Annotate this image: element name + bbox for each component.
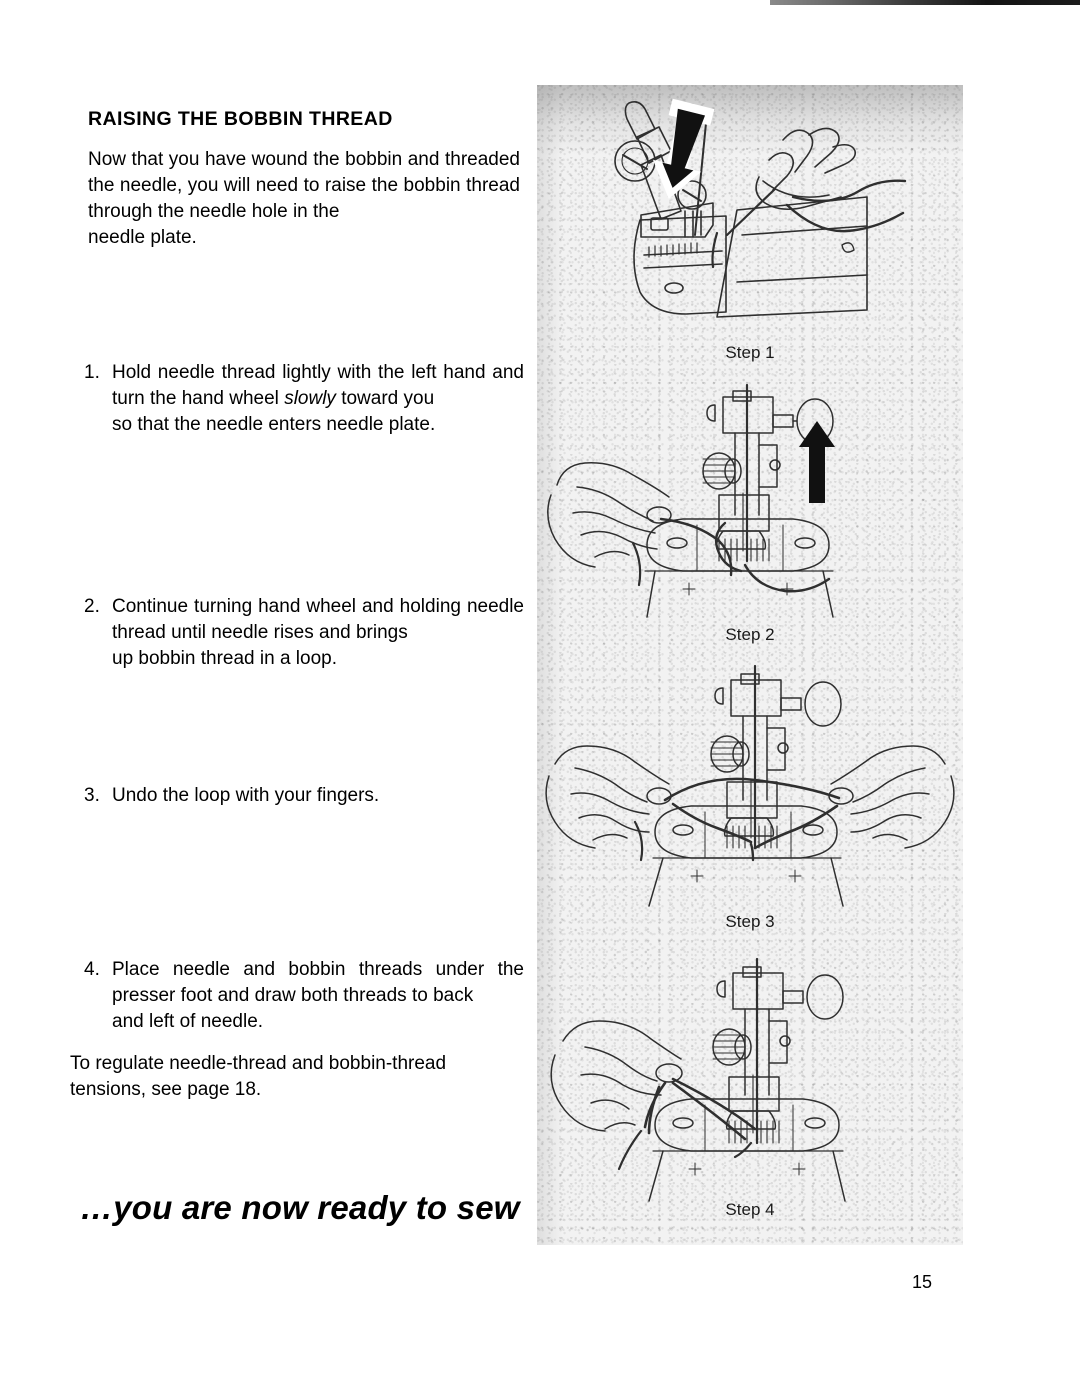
illustration-panel [537, 85, 963, 1245]
instruction-step [84, 360, 524, 438]
text-column [88, 108, 520, 251]
intro-paragraph [88, 147, 520, 251]
step-2-line-2: needle thread until needle rises and brings [112, 596, 524, 643]
tension-reference-note [70, 1051, 522, 1103]
step-4-line-2: presser foot and draw both threads to back [112, 985, 474, 1006]
step-2-line-1: Continue turning hand wheel and holding [112, 596, 461, 617]
closing-note-line-2: tensions, see page 18. [70, 1079, 262, 1100]
step-4-caption: Step 4 [725, 1200, 775, 1219]
intro-line-4: needle plate. [88, 227, 197, 249]
instruction-step [84, 594, 524, 672]
step-3-caption: Step 3 [725, 912, 775, 931]
step-2-illustration [537, 375, 963, 660]
step-1-illustration [537, 85, 963, 375]
step-1-line-3: so that the needle enters needle plate. [112, 414, 436, 435]
intro-line-2: threaded the needle, you will need to raise the [88, 149, 520, 197]
step-2-caption: Step 2 [725, 625, 775, 644]
step-text [112, 360, 524, 438]
instruction-step [84, 783, 524, 809]
step-1-line-1: Hold needle thread lightly with the left hand [112, 362, 486, 383]
step-1-line-2-before: and turn the hand wheel [112, 362, 524, 409]
page-title: RAISING THE BOBBIN THREAD [88, 108, 393, 130]
step-number: 2. [84, 596, 100, 617]
step-3-line-1: Undo the loop with your fingers. [112, 785, 380, 806]
scan-artifact-band [770, 0, 1080, 5]
step-1-line-2-after: toward you [335, 388, 435, 409]
step-3-illustration [537, 660, 963, 945]
step-number: 4. [84, 959, 100, 980]
step-1-caption: Step 1 [725, 343, 775, 362]
intro-line-1: Now that you have wound the bobbin and [88, 149, 440, 171]
step-1-emphasis: slowly [284, 388, 336, 409]
step-text [112, 783, 524, 809]
step-number: 3. [84, 785, 100, 806]
page-number: 15 [912, 1272, 933, 1292]
instruction-step [84, 957, 524, 1035]
closing-note-line-1: To regulate needle-thread and bobbin-thread [70, 1053, 447, 1074]
step-number: 1. [84, 362, 100, 383]
step-4-line-3: and left of needle. [112, 1011, 264, 1032]
step-4-line-1: Place needle and bobbin threads under the [112, 959, 524, 980]
closing-tagline: …you are now ready to sew [80, 1189, 520, 1226]
intro-line-3: bobbin thread through the needle hole in the [88, 175, 520, 223]
step-text [112, 594, 524, 672]
step-2-line-3: up bobbin thread in a loop. [112, 648, 338, 669]
step-text [112, 957, 524, 1035]
